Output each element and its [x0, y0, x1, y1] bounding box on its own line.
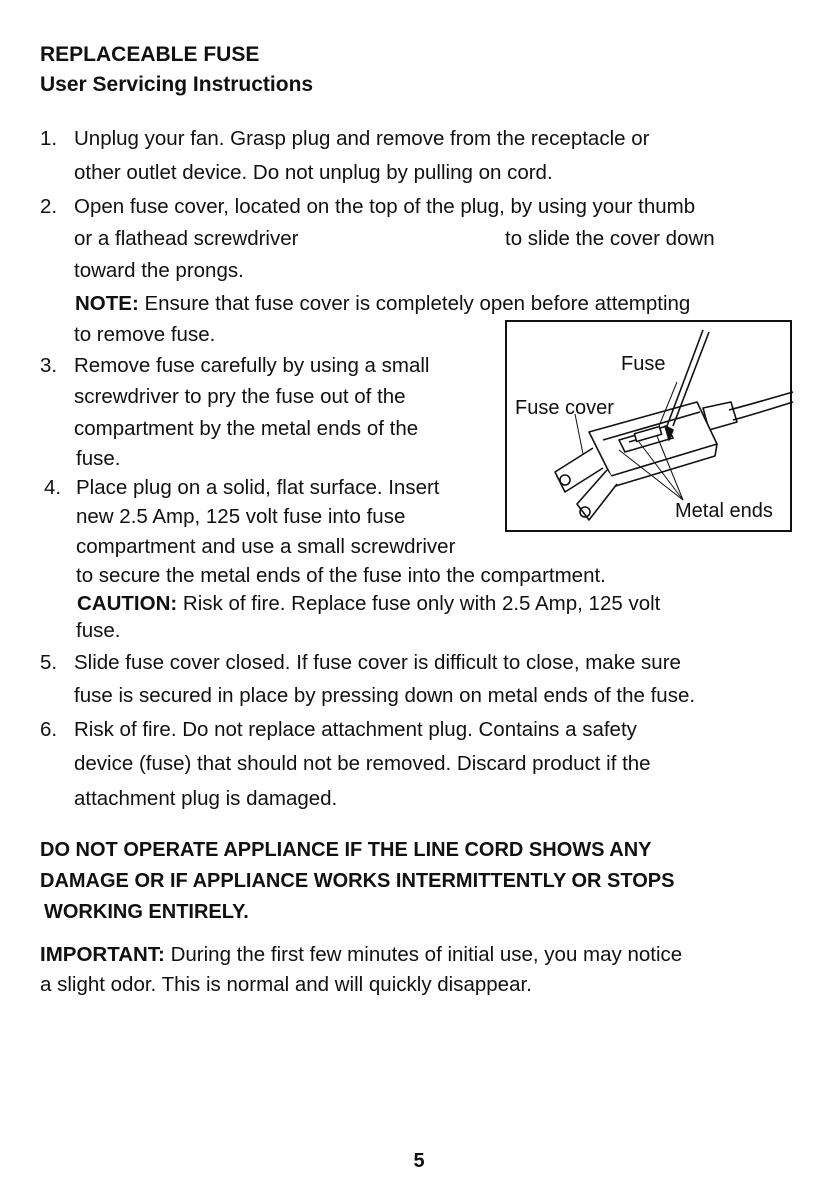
step-text: other outlet device. Do not unplug by pulling on cord.: [74, 161, 553, 184]
warning-text: WORKING ENTIRELY.: [44, 901, 249, 923]
page-subtitle: User Servicing Instructions: [40, 73, 314, 96]
note-text: to remove fuse.: [74, 323, 216, 346]
fuse-cover-label: Fuse cover: [515, 397, 614, 419]
step-text: Unplug your fan. Grasp plug and remove from the receptacle or: [74, 127, 650, 150]
step-number: 2.: [40, 195, 58, 218]
step-text: Place plug on a solid, flat surface. Insert: [76, 476, 440, 499]
step-text: fuse is secured in place by pressing down on metal ends of the fuse.: [74, 684, 696, 707]
page-number: 5: [413, 1150, 425, 1172]
step-number: 5.: [40, 651, 58, 674]
step-text: to secure the metal ends of the fuse into the compartment.: [76, 564, 606, 587]
step-text: device (fuse) that should not be removed. Discard product if the: [74, 752, 651, 775]
metal-ends-label: Metal ends: [675, 500, 773, 522]
step-text: or a flathead screwdriver: [74, 227, 299, 250]
step-text: Remove fuse carefully by using a small: [74, 354, 430, 377]
step-text: screwdriver to pry the fuse out of the: [74, 385, 406, 408]
important-line: [40, 940, 682, 970]
step-text: toward the prongs.: [74, 259, 244, 282]
important-text: During the first few minutes of initial use, you may notice: [170, 943, 683, 966]
warning-text: DAMAGE OR IF APPLIANCE WORKS INTERMITTENTLY OR STOPS: [40, 870, 675, 892]
step-number: 4.: [44, 476, 62, 499]
step-number: 6.: [40, 718, 58, 741]
important-label: IMPORTANT:: [40, 943, 165, 966]
step-number: 3.: [40, 354, 58, 377]
step-text: new 2.5 Amp, 125 volt fuse into fuse: [76, 505, 406, 528]
step-text: Risk of fire. Do not replace attachment plug. Contains a safety: [74, 718, 637, 741]
step-text: Open fuse cover, located on the top of the plug, by using your thumb: [74, 195, 696, 218]
page-title: REPLACEABLE FUSE: [40, 43, 260, 66]
note-line: [75, 289, 690, 319]
caution-text: Risk of fire. Replace fuse only with 2.5 Amp, 125 volt: [182, 592, 661, 615]
step-text: Slide fuse cover closed. If fuse cover is difficult to close, make sure: [74, 651, 681, 674]
note-label: NOTE:: [75, 292, 139, 315]
step-text: to slide the cover down: [505, 227, 715, 250]
fuse-plug-diagram: [505, 320, 792, 532]
important-text: a slight odor. This is normal and will quickly disappear.: [40, 973, 532, 996]
step-text: compartment by the metal ends of the: [74, 417, 419, 440]
caution-text: fuse.: [76, 619, 121, 642]
note-text: Ensure that fuse cover is completely open before attempting: [144, 292, 691, 315]
step-text: attachment plug is damaged.: [74, 787, 338, 810]
step-text: compartment and use a small screwdriver: [76, 535, 456, 558]
step-number: 1.: [40, 127, 58, 150]
caution-label: CAUTION:: [77, 592, 178, 615]
caution-line: [77, 589, 660, 619]
fuse-label: Fuse: [621, 353, 666, 375]
step-text: fuse.: [76, 447, 121, 470]
warning-text: DO NOT OPERATE APPLIANCE IF THE LINE CORD SHOWS ANY: [40, 839, 652, 861]
